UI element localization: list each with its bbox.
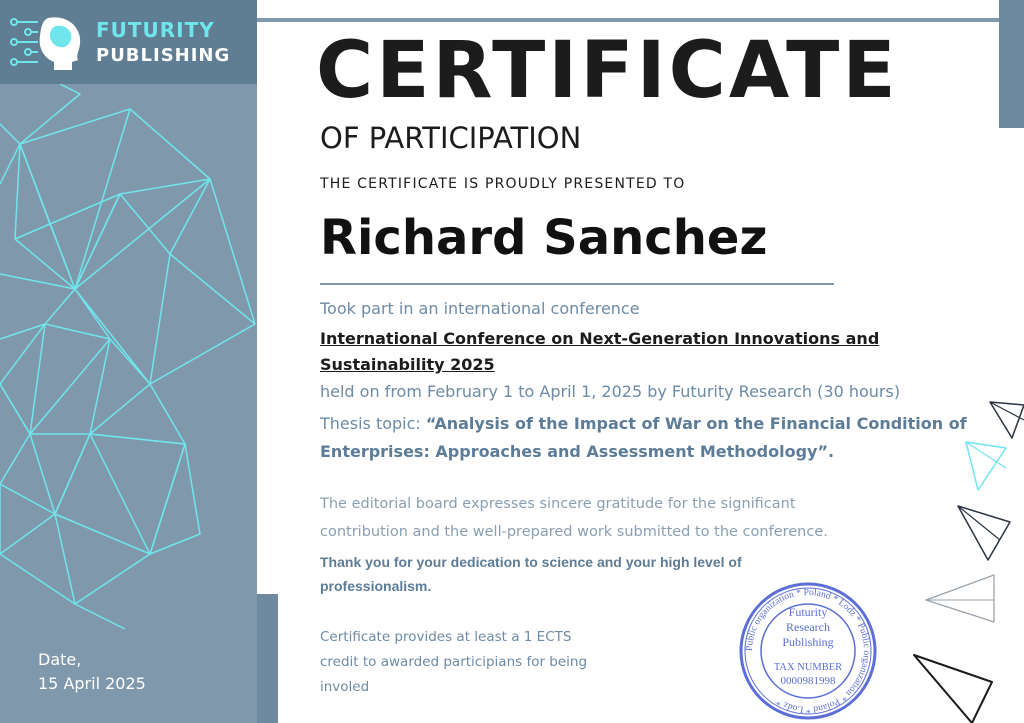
- conference-name: International Conference on Next-Generation Innovations and Sustainability 2025: [320, 329, 880, 374]
- date-label: Date,: [38, 650, 82, 669]
- top-divider: [257, 18, 999, 22]
- stamp-line3: Publishing: [782, 635, 834, 649]
- stamp-line1: Futurity: [788, 605, 828, 619]
- left-decorative-panel: [0, 0, 257, 723]
- ects-note: Certificate provides at least a 1 ECTS credit to awarded participians for being involed: [320, 629, 588, 695]
- stamp-tax-number: 0000981998: [780, 675, 836, 687]
- network-decoration: [0, 84, 257, 644]
- brand-name-line2: PUBLISHING: [96, 45, 231, 66]
- bottom-accent-block: [257, 594, 278, 723]
- presented-to-text: THE CERTIFICATE IS PROUDLY PRESENTED TO: [320, 176, 686, 192]
- geometric-decoration: [900, 390, 1024, 723]
- certificate-subtitle: OF PARTICIPATION: [320, 121, 582, 155]
- date-value: 15 April 2025: [38, 674, 146, 693]
- recipient-name: Richard Sanchez: [320, 210, 768, 266]
- head-network-icon: [8, 12, 88, 74]
- stamp-line2: Research: [786, 620, 830, 634]
- stamp-tax-label: TAX NUMBER: [773, 662, 843, 673]
- certificate-title: CERTIFICATE: [316, 26, 899, 116]
- thesis-block: [320, 410, 980, 466]
- held-dates-text: held on from February 1 to April 1, 2025 by Futurity Research (30 hours): [320, 382, 901, 401]
- name-underline: [320, 283, 834, 285]
- logo-bar: [0, 0, 257, 84]
- thanks-text: Thank you for your dedication to science and your high level of professionalism.: [320, 554, 742, 594]
- brand-name-line1: FUTURITY: [96, 18, 215, 42]
- took-part-text: Took part in an international conference: [320, 299, 640, 318]
- official-stamp: [737, 582, 879, 720]
- gratitude-text: The editorial board expresses sincere gratitude for the significant contribution and the well-prepared work submitted to the conference.: [320, 496, 828, 540]
- thesis-title: “Analysis of the Impact of War on the Financial Condition of Enterprises: Approaches and Assessment Methodology”.: [320, 414, 967, 461]
- right-accent-block: [999, 0, 1024, 128]
- thesis-label: Thesis topic:: [320, 414, 426, 433]
- stamp-ring-text: Public organization * Poland * Lodz * Public organization * Poland * Lodz *: [744, 587, 872, 715]
